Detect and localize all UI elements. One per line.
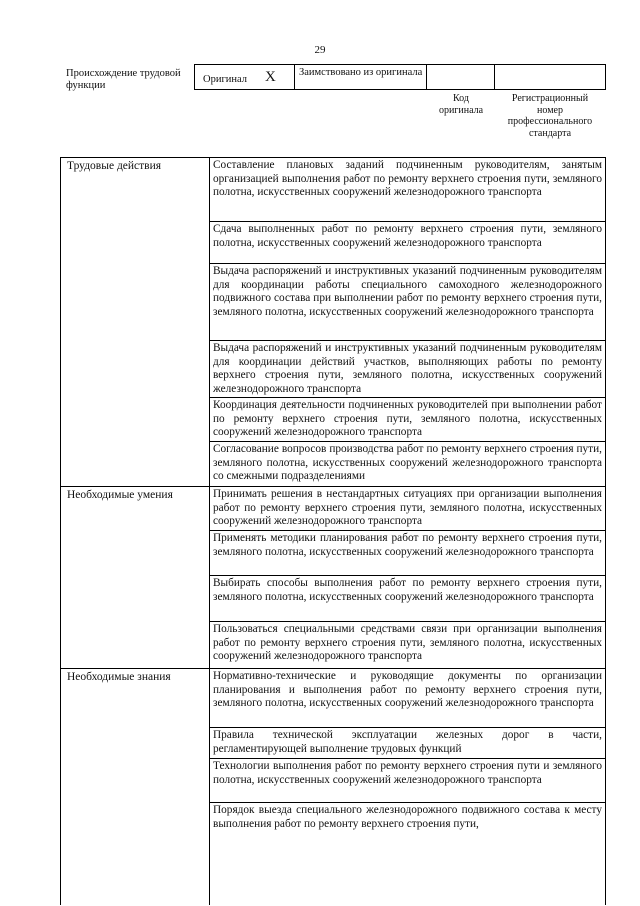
table-row: Правила технической эксплуатации железных дорог в части, регламентирующей выполнение трудовых функций [210,727,606,758]
origin-table [194,64,606,90]
table-row: Пользоваться специальными средствами связи при организации выполнения работ по ремонту верхнего строения пути, земляного полотна, искусственных сооружений железнодорожного транспорта [210,621,606,668]
section-title-actions: Трудовые действия [67,160,162,172]
borrowed-label: Заимствовано из оригинала [299,67,423,78]
function-table [60,157,606,905]
origin-label: Происхождение трудовой функции [66,68,181,91]
reg-number-cell [495,65,607,89]
table-row: Составление плановых заданий подчиненным руководителям, занятым организацией выполнения работ по ремонту верхнего строения пути, земляного полотна, искусственных сооружений железнодорожного транспорта [213,159,602,199]
table-row: Порядок выезда специального железнодорожного подвижного состава к месту выполнения работ по ремонту верхнего строения пути, [210,802,606,906]
table-row: Сдача выполненных работ по ремонту верхнего строения пути, земляного полотна, искусственных сооружений железнодорожного транспорта [210,221,606,263]
table-row: Принимать решения в нестандартных ситуациях при организации выполнения работ по ремонту верхнего строения пути, земляного полотна, искусственных сооружений железнодорожного транспорта [210,486,606,530]
section-divider [61,668,210,669]
original-mark: X [265,69,276,85]
table-row: Согласование вопросов производства работ по ремонту верхнего строения пути, земляного полотна, искусственных сооружений железнодорожного транспорта со смежными подразделениями [210,441,606,486]
section-title-skills: Необходимые умения [67,489,173,501]
table-row: Выдача распоряжений и инструктивных указаний подчиненным руководителям для координации работы специального самоходного железнодорожного подвижного состава при выполнении работ по ремонту верхнего строения пути, земляного полотна, искусственных сооружений железнодорожного транспорта [210,263,606,340]
table-row: Технологии выполнения работ по ремонту верхнего строения пути и земляного полотна, искусственных сооружений железнодорожного транспорта [210,758,606,802]
table-row: Координация деятельности подчиненных руководителей при выполнении работ по ремонту верхнего строения пути, земляного полотна, искусственных сооружений железнодорожного транспорта [210,397,606,441]
table-row: Выдача распоряжений и инструктивных указаний подчиненным руководителям для координации действий участков, выполняющих работы по ремонту верхнего строения пути, земляного полотна, искусственных сооружений железнодорожного транспорта [210,340,606,397]
page-number: 29 [314,44,326,56]
table-row: Применять методики планирования работ по ремонту верхнего строения пути, земляного полотна, искусственных сооружений железнодорожного транспорта [210,530,606,575]
original-label: Оригинал [203,74,247,85]
code-caption: Код оригинала [438,93,484,116]
section-title-knowledge: Необходимые знания [67,671,171,683]
original-cell [195,65,295,89]
table-row: Нормативно-технические и руководящие документы по организации планирования и выполнения работ по ремонту верхнего строения пути, земляного полотна, искусственных сооружений железнодорожного транспорта [210,668,606,727]
section-divider [61,486,210,487]
borrowed-cell [295,65,427,89]
reg-number-caption: Регистрационный номер профессионального стандарта [507,93,593,139]
code-cell [427,65,495,89]
table-row: Выбирать способы выполнения работ по ремонту верхнего строения пути, земляного полотна, искусственных сооружений железнодорожного транспорта [210,575,606,621]
